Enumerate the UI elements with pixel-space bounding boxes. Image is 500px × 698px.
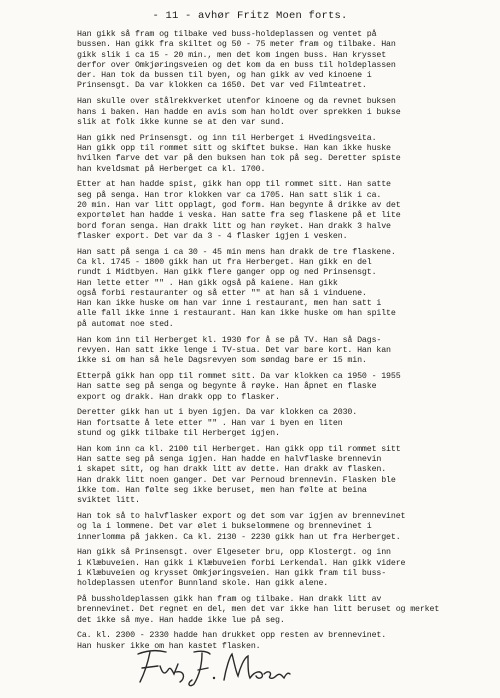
text-line: Han gikk så Prinsensgt. over Elgeseter bru, opp Klostergt. og inn [77,548,391,558]
text-line: han kveldsmat på Herberget ca kl. 1700. [77,164,266,174]
text-line: Han gikk opp til rommet sitt og skiftet bukse. Han kan ikke huske [77,143,391,153]
text-line: derfor over Omkjøringsveien og det kom da en buss til holdeplassen [77,60,396,70]
text-line: Han gikk ned Prinsensgt. og inn til Herberget i Hvedingsveita. [77,133,377,143]
text-line: brennevinet. Det regnet en del, men det var ikke han litt beruset og merket [77,605,440,615]
paragraph [77,336,495,367]
text-line: Han satte seg på senga igjen. Han hadde en halvflaske brennevin [77,454,382,464]
text-line: Etter at han hadde spist, gikk han opp til rommet sitt. Han satte [77,180,391,190]
text-line: bord foran senga. Han drakk litt og han røyket. Han drakk 3 halve [77,221,391,231]
text-line: i Klæbuveien. Han gikk i Klæbuveien forbi Lerkendal. Han gikk videre [77,558,406,568]
paragraph [77,445,495,507]
text-line: På bussholdeplassen gikk han fram og tilbake. Han drakk litt av [77,595,382,605]
handwritten-signature [132,644,292,688]
text-line: på automat noe sted. [77,319,174,329]
paragraph [77,408,495,439]
text-line: holdeplassen utenfor Bunnland skole. Han gikk alene. [77,579,329,589]
text-line: Ca kl. 1745 - 1800 gikk han ut fra Herberget. Han gikk en del [77,257,372,267]
document-body [77,30,495,658]
text-line: også forbi restauranter og så etter "" at han så i vinduene. [77,288,367,298]
text-line: Han gikk så fram og tilbake ved buss-holdeplassen og ventet på [77,30,377,39]
text-line: Prinsensgt. Da var klokken ca 1650. Det var ved Filmteatret. [77,81,367,91]
paragraph [77,595,495,626]
text-line: Han satt på senga i ca 30 - 45 min mens han drakk de tre flaskene. [77,247,396,257]
text-line: ikke si om han så hele Dagsrevyen som søndag bare er 15 min. [77,356,367,366]
paragraph [77,180,495,242]
text-line: Han kom inn ca kl. 2100 til Herberget. Han gikk opp til rommet sitt [77,444,401,454]
text-line: Etterpå gikk han opp til rommet sitt. Da var klokken ca 1950 - 1955 [77,371,401,381]
text-line: 20 min. Han var litt opplagt, god form. Han begynte å drikke av det [77,200,401,210]
paragraph [77,134,495,175]
text-line: seg på senga. Han tror klokken var ca 1705. Han satt slik i ca. [77,190,382,200]
text-line: innerlomma på jakken. Ca kl. 2130 - 2230 gikk han ut fra Herberget. [77,532,401,542]
paragraph [77,548,495,589]
text-line: Han tok så to halvflasker export og det som var igjen av brennevinet [77,511,406,521]
text-line: i Klæbuveien og krysset Omkjøringsveien. Han gikk fram til buss- [77,568,387,578]
text-line: sviktet litt. [77,496,140,506]
text-line: flasker export. Det var da 3 - 4 flasker igjen i vesken. [77,231,348,241]
text-line: hvilken farve det var på den buksen han tok på seg. Deretter spiste [77,154,401,164]
text-line: revyen. Han satt ikke lenge i TV-stua. Det var bare kort. Han kan [77,345,391,355]
page-header: - 11 - avhør Fritz Moen forts. [152,10,348,22]
paragraph [77,97,495,128]
text-line: alle fall ikke inne i restaurant. Han kan ikke huske om han spilte [77,309,396,319]
text-line: rundt i Midtbyen. Han gikk flere ganger opp og ned Prinsensgt. [77,268,377,278]
text-line: exportølet han hadde i veska. Han satte fra seg flaskene på et lite [77,211,401,221]
text-line: Han husker ikke om han kastet flasken. [77,641,261,651]
text-line: Han kom inn til Herberget kl. 1930 for å se på TV. Han så Dags- [77,335,382,345]
text-line: gikk slik i ca 15 - 20 min., men det kom ingen buss. Han krysset [77,50,387,60]
text-line: bussen. Han gikk fra skiltet og 50 - 75 meter fram og tilbake. Han [77,40,396,50]
text-line: Han satte seg på senga og begynte å røyke. Han åpnet en flaske [77,382,377,392]
text-line: og la i lommene. Det var ølet i bukselommene og brennevinet i [77,522,372,532]
text-line: Han fortsatte å lete etter "" . Han var i byen en liten [77,418,343,428]
text-line: slik at folk ikke kunne se at den var sund. [77,117,285,127]
text-line: Deretter gikk han ut i byen igjen. Da var klokken ca 2030. [77,408,358,418]
paragraph [77,248,495,330]
paragraph [77,512,495,543]
text-line: export og drakk. Han drakk opp to flasker. [77,392,280,402]
text-line: ikke tom. Han følte seg ikke beruset, men han følte at beina [77,485,367,495]
text-line: Han lette etter "" . Han gikk også på kaiene. Han gikk [77,278,338,288]
paragraph [77,372,495,403]
text-line: hans i baken. Han hadde en avis som han holdt over sprekken i bukse [77,107,401,117]
text-line: det ikke så mye. Han hadde ikke lue på seg. [77,615,285,625]
text-line: stund og gikk tilbake til Herberget igjen. [77,428,280,438]
text-line: der. Han tok da bussen til byen, og han gikk av ved kinoene i [77,71,372,81]
text-line: Han drakk litt noen ganger. Det var Pernoud brennevin. Flasken ble [77,475,396,485]
text-line: Han skulle over stålrekkverket utenfor kinoene og da revnet buksen [77,97,396,107]
text-line: Ca. kl. 2300 - 2330 hadde han drukket opp resten av brennevinet. [77,631,387,641]
paragraph [77,30,495,92]
text-line: Han kan ikke huske om han var inne i restaurant, men han satt i [77,299,382,309]
text-line: i skapet sitt, og han drakk litt av dette. Han drakk av flasken. [77,465,387,475]
